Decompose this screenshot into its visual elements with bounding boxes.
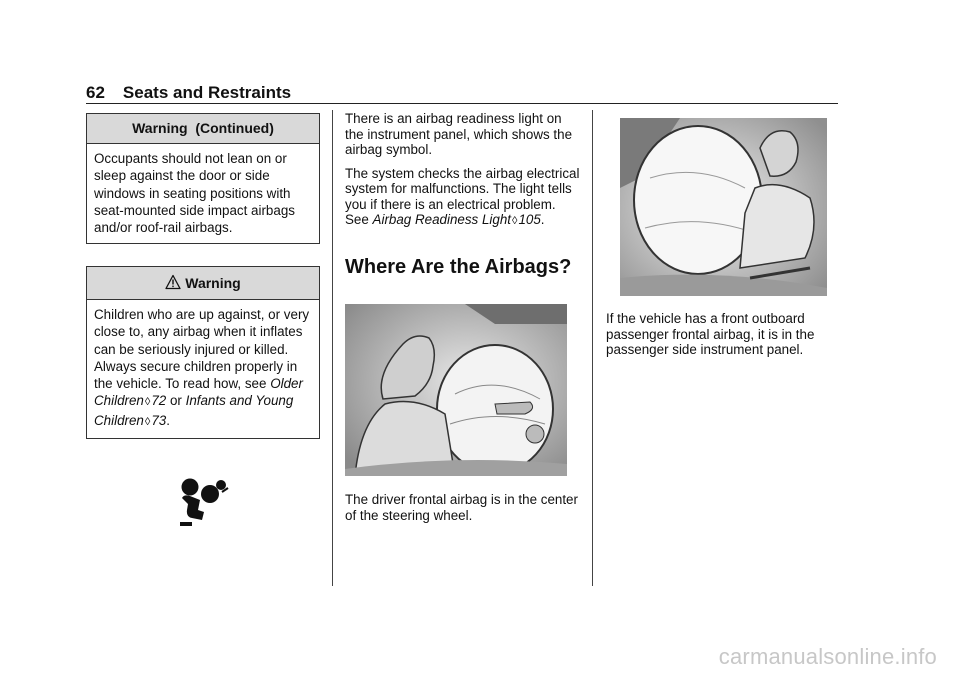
warning-title: Warning bbox=[87, 267, 319, 300]
passenger-airbag-caption: If the vehicle has a front outboard passenger frontal airbag, it is in the passenger side instrument panel. bbox=[606, 311, 815, 357]
system-check-paragraph: The system checks the airbag electrical system for malfunctions. The light tells you if there is an electrical problem. See Airbag Readiness Light◊105. bbox=[345, 165, 580, 227]
page-header bbox=[86, 84, 838, 104]
page-ref-72[interactable]: 72 bbox=[151, 393, 167, 409]
page-ref-73[interactable]: 73 bbox=[151, 412, 167, 428]
page-number: 62 bbox=[86, 83, 105, 102]
warning-box bbox=[86, 266, 320, 439]
warning-continued-title: Warning (Continued) bbox=[87, 114, 319, 144]
warning-continued-body: Occupants should not lean on or sleep against the door or side windows in seating positions with seat-mounted side impact airbags and/or roof-rail airbags. bbox=[94, 151, 295, 236]
watermark: carmanualsonline.info bbox=[718, 644, 937, 669]
page-ref-105[interactable]: 105 bbox=[518, 212, 541, 227]
warning-continued-box bbox=[86, 113, 320, 244]
driver-airbag-caption: The driver frontal airbag is in the center of the steering wheel. bbox=[345, 492, 578, 523]
passenger-airbag-illustration bbox=[620, 118, 827, 296]
link-infants-young-children[interactable]: Infants and Young Children bbox=[94, 393, 294, 428]
column-2-text bbox=[345, 111, 580, 238]
section-heading-where-are-airbags: Where Are the Airbags? bbox=[345, 256, 572, 278]
link-airbag-readiness-light[interactable]: Airbag Readiness Light bbox=[372, 212, 512, 227]
section-title: Seats and Restraints bbox=[122, 83, 292, 102]
page-reference-icon: ◊ bbox=[512, 215, 518, 227]
page-reference-icon: ◊ bbox=[144, 396, 151, 409]
link-older-children[interactable]: Older Children bbox=[94, 376, 303, 409]
readiness-light-paragraph: There is an airbag readiness light on the instrument panel, which shows the airbag symbol. bbox=[345, 111, 573, 157]
airbag-readiness-symbol-icon bbox=[178, 476, 230, 526]
warning-triangle-icon bbox=[165, 274, 181, 290]
column-divider-left bbox=[332, 110, 333, 586]
driver-airbag-illustration bbox=[345, 304, 567, 476]
column-divider-right bbox=[592, 110, 593, 586]
page-reference-icon: ◊ bbox=[144, 415, 151, 428]
warning-body: Children who are up against, or very close to, any airbag when it inflates can be seriously injured or killed. Always secure children properly in the vehicle. To read how, see Older Children◊72 or Infants and Young Children◊73. bbox=[94, 307, 310, 428]
